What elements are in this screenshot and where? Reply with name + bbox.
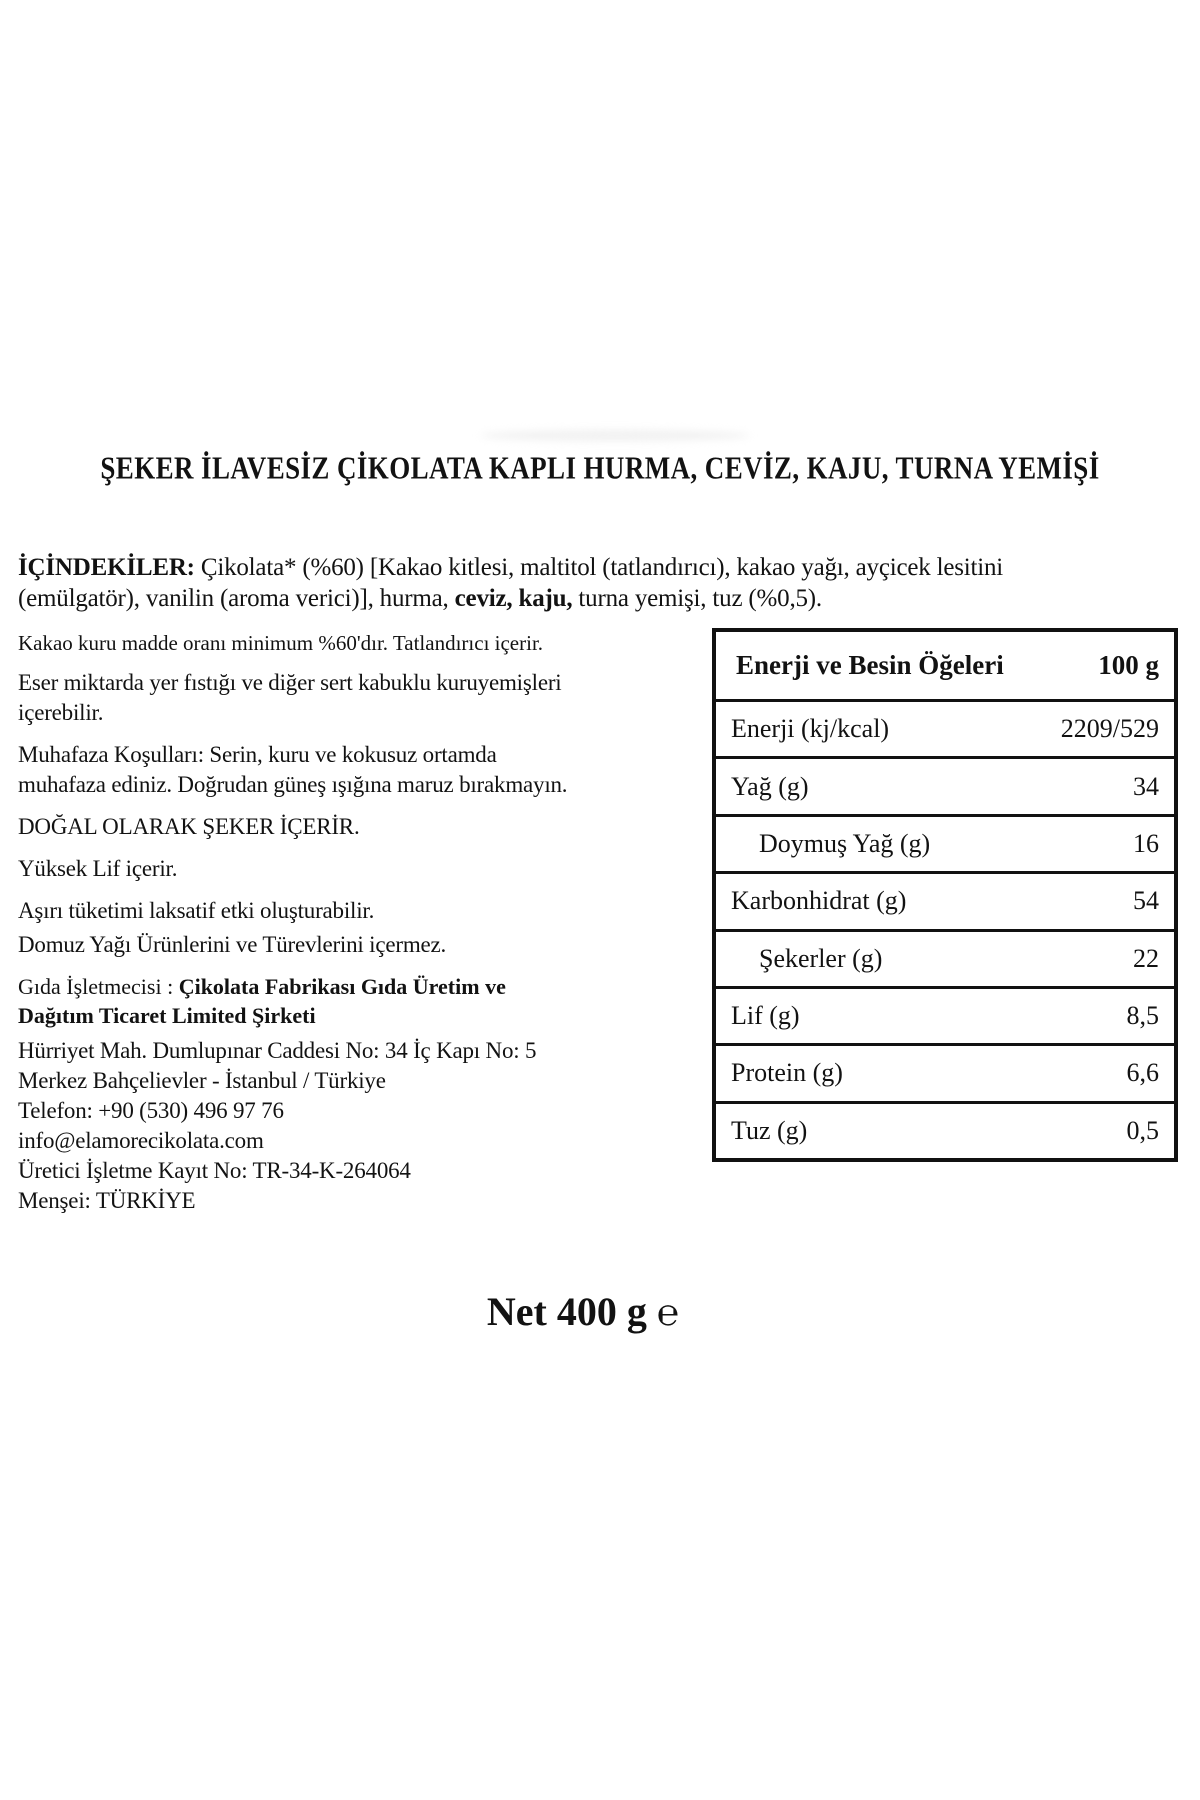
row-value: 0,5 (1126, 1115, 1159, 1145)
note-natural-sugar: DOĞAL OLARAK ŞEKER İÇERİR. (18, 814, 360, 839)
nutrition-header-label: Enerji ve Besin Öğeleri (736, 650, 1004, 680)
operator-email: info@elamorecikolata.com (18, 1128, 264, 1153)
table-row-sugars (716, 929, 1174, 986)
note-laxative: Aşırı tüketimi laksatif etki oluşturabilir. (18, 898, 375, 923)
table-row-energy (716, 699, 1174, 756)
operator-address-line2: Merkez Bahçelievler - İstanbul / Türkiye (18, 1068, 386, 1093)
row-value: 34 (1133, 771, 1159, 801)
table-row-fat (716, 756, 1174, 813)
net-weight (0, 1288, 1166, 1335)
row-label: Enerji (kj/kcal) (731, 714, 890, 744)
estimated-sign: ℮ (656, 1293, 680, 1334)
net-weight-text: Net 400 g (486, 1289, 647, 1334)
row-label: Şekerler (g) (759, 943, 883, 973)
ingredients-line2-bold: ceviz, kaju, (454, 585, 573, 612)
note-kakao: Kakao kuru madde oranı minimum %60'dır. Tatlandırıcı içerir. (18, 631, 544, 655)
note-storage-line2: muhafaza ediniz. Doğrudan güneş ışığına maruz bırakmayın. (18, 772, 568, 797)
row-value: 2209/529 (1060, 714, 1159, 744)
operator-address-line1: Hürriyet Mah. Dumlupınar Caddesi No: 34 İç Kapı No: 5 (18, 1038, 537, 1063)
ingredients-line1: Çikolata* (%60) [Kakao kitlesi, maltitol (tatlandırıcı), kakao yağı, ayçicek lesitini (194, 554, 1004, 581)
row-label: Karbonhidrat (g) (731, 886, 907, 916)
note-fiber: Yüksek Lif içerir. (18, 856, 178, 881)
nutrition-table-header (716, 632, 1174, 699)
table-row-salt (716, 1101, 1174, 1158)
ingredients-paragraph (18, 552, 1188, 614)
operator-label: Gıda İşletmecisi : (18, 974, 179, 999)
note-pork: Domuz Yağı Ürünlerini ve Türevlerini içermez. (18, 932, 447, 957)
table-row-carbohydrate (716, 871, 1174, 928)
ingredients-label: İÇİNDEKİLER: (18, 554, 195, 581)
notes-column (18, 630, 686, 1216)
row-label: Tuz (g) (731, 1115, 808, 1145)
row-label: Lif (g) (731, 1001, 800, 1031)
row-label: Doymuş Yağ (g) (759, 828, 931, 858)
row-value: 16 (1133, 828, 1159, 858)
row-value: 8,5 (1126, 1001, 1159, 1031)
row-label: Yağ (g) (731, 771, 809, 801)
page-title: ŞEKER İLAVESİZ ÇİKOLATA KAPLI HURMA, CEVİZ, KAJU, TURNA YEMİŞİ (100, 450, 1100, 486)
food-operator (18, 972, 686, 1030)
nutrition-table (712, 628, 1178, 1162)
operator-origin: Menşei: TÜRKİYE (18, 1188, 196, 1213)
table-row-saturated-fat (716, 814, 1174, 871)
operator-registration: Üretici İşletme Kayıt No: TR-34-K-264064 (18, 1158, 411, 1183)
table-row-protein (716, 1043, 1174, 1100)
operator-company-line1: Çikolata Fabrikası Gıda Üretim ve (178, 974, 506, 999)
scan-artifact (480, 430, 750, 441)
ingredients-line2-post: turna yemişi, tuz (%0,5). (572, 585, 822, 612)
row-value: 6,6 (1126, 1058, 1159, 1088)
note-trace-line2: içerebilir. (18, 700, 104, 725)
row-value: 54 (1133, 886, 1159, 916)
note-trace (18, 668, 686, 728)
nutrition-header-amount: 100 g (1098, 650, 1159, 680)
operator-phone: Telefon: +90 (530) 496 97 76 (18, 1098, 284, 1123)
note-trace-line1: Eser miktarda yer fıstığı ve diğer sert kabuklu kuruyemişleri (18, 670, 562, 695)
ingredients-line2-pre: (emülgatör), vanilin (aroma verici)], hurma, (18, 585, 455, 612)
note-storage-line1: Muhafaza Koşulları: Serin, kuru ve kokusuz ortamda (18, 742, 497, 767)
row-label: Protein (g) (731, 1058, 843, 1088)
operator-company-line2: Dağıtım Ticaret Limited Şirketi (18, 1003, 316, 1028)
row-value: 22 (1133, 943, 1159, 973)
table-row-fiber (716, 986, 1174, 1043)
note-storage (18, 740, 686, 800)
